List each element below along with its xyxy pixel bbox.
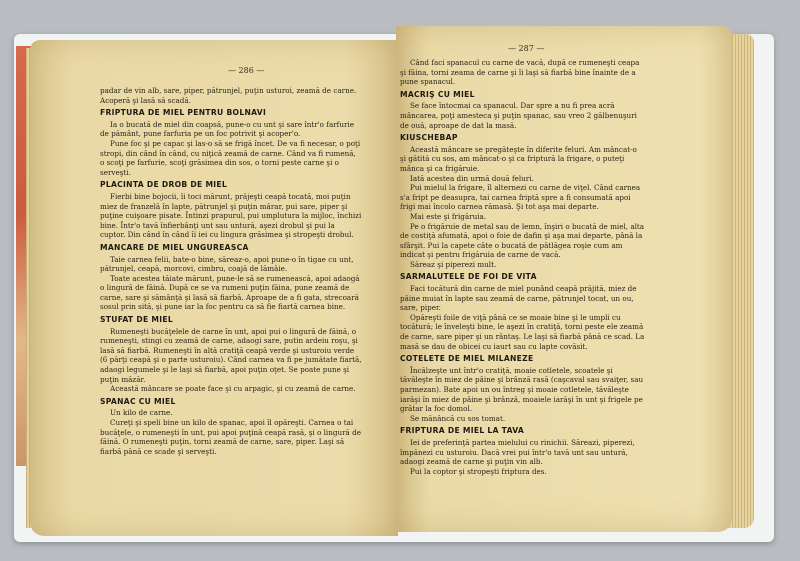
paragraph: Săreaz şi piperezi mult.: [410, 259, 497, 269]
paragraph: Pui la coptor şi stropeşti friptura des.: [410, 466, 547, 476]
paragraph: Se face întocmai ca spanacul. Dar spre a nu fi prea acră mâncarea, poţi amesteca şi puţin spanac, sau vreo 2 gălbenuşuri de ouă, aproape de dat la masă.: [400, 101, 637, 130]
paragraph: Se mănâncă cu sos tomat.: [410, 413, 506, 423]
paragraph: Când faci spanacul cu carne de vacă, după ce rumeneşti ceapa şi făina, torni zeama de carne şi îi laşi să fiarbă bine înainte de a pune spanacul.: [400, 58, 640, 87]
recipe-heading: KIUSCHEBAP: [400, 133, 458, 143]
paragraph: Faci tocătură din carne de miel punând ceapă prăjită, miez de pâine muiat în lapte sau zeamă de carne, pătrunjel tocat, un ou, sare, piper.: [400, 284, 637, 313]
paragraph: Pune foc şi pe capac şi las-o să se frigă încet. De va fi necesar, o poţi stropi, din când în când, cu niţică zeamă de carne. Când va fi rumenă, o scoţi pe farfurie, scoţi grăsimea din sos, o torni peste carne şi o serveşti.: [100, 138, 361, 177]
recipe-heading: MACRIŞ CU MIEL: [400, 89, 475, 99]
paragraph: Pe o frigăruie de metal sau de lemn, înşiri o bucată de miel, alta de costiţă afumată, apoi o foie de dafin şi aşa mai departe, până la sfârşit. Pui la capete câte o bucată de pâtlăgea roşie cum am indicat şi pentru frigăruia de carne de vacă.: [400, 221, 645, 260]
paragraph: Această mâncare se pregăteşte în diferite feluri. Am mâncat-o şi gătită cu sos, am mâncat-o şi ca friptură la frigare, o puteţi mânca şi ca frigăruie.: [400, 144, 637, 173]
paragraph: Toate acestea tăiate mărunt, pune-le să se rumenească, apoi adaogă o lingură de făină. După ce se va rumeni puţin făina, pune zeamă de carne, sare şi sămânţă şi lasă să fiarbă. Aproape de a fi gata, strecoară sosul prin sită, şi pune iar la foc pentru ca să fie fiartă carnea bine.: [100, 273, 360, 312]
recipe-heading: SPANAC CU MIEL: [100, 396, 176, 406]
paragraph: Rumeneşti bucăţelele de carne în unt, apoi pui o lingură de făină, o rumeneşti, stingi cu zeamă de carne, adaogi sare, putin ardeiu roşu, şi lasă să fiarbă. Rumeneşti în altă cratiţă ceapă verde şi usturoiu verde (6 părţi ceapă şi o parte usturoiu). Când carnea va fi pe jumătate fiartă, adaogi legumele şi le laşi să fiarbă, apoi puţin oţet. Se poate pune şi puţin măzăr.: [100, 326, 362, 384]
recipe-heading: COTELETE DE MIEL MILANEZE: [400, 354, 534, 364]
paragraph: Încălzeşte unt într'o cratiţă, moaie cotletele, scoatele şi tăvăleşte în miez de pâine şi brânză rasă (caşcaval sau svaiţer, sau parmezan). Bate apoi un ou întreg şi moaie cotletele, tăvăleşte iarăşi în miez de pâine şi brânză, moaiele iarăşi în unt şi frigele pe grătar la foc domol.: [400, 365, 644, 414]
paragraph: Ia o bucată de miel din coapsă, pune-o cu unt şi sare într'o farfurie de pământ, pune farfuria pe un foc potrivit şi acoper'o.: [100, 119, 354, 139]
paragraph: Opăreşti foile de viţă până ce se moaie bine şi le umpli cu tocătură; le înveleşti bine, le aşezi în cratiţă, torni peste ele zeamă de carne, sare piper şi un rântaş. Le laşi să fiarbă până ce scad. La masă se dau de obicei cu iaurt sau cu lapte covăsit.: [400, 312, 645, 351]
recipe-heading: SARMALUTELE DE FOI DE VITA: [400, 272, 537, 282]
recipe-heading: FRIPTURA DE MIEL LA TAVA: [400, 426, 525, 436]
recipe-heading: PLACINTA DE DROB DE MIEL: [100, 180, 228, 190]
right-page-text: [400, 58, 645, 476]
recipe-heading: MANCARE DE MIEL UNGUREASCA: [100, 242, 249, 252]
right-page-number: — 287 —: [508, 44, 545, 53]
paragraph: Iată acestea din urmă două feluri.: [410, 173, 534, 183]
paragraph: Pui mielul la frigare, îl alternezi cu carne de viţel. Când carnea s'a fript pe deasupra, tai carnea friptă spre a fi consumată apoi frigi mai încolo carnea rămasă. Şi tot aşa mai departe.: [400, 183, 641, 212]
left-page-number: — 286 —: [228, 66, 265, 75]
paragraph: Taie carnea felii, bate-o bine, săreaz-o, apoi pune-o în tigae cu unt, pătrunjel, ceapă, morcovi, cimbru, coajă de lămâie.: [100, 254, 354, 274]
paragraph: Mai este şi frigăruia.: [410, 211, 487, 221]
paragraph: Această mâncare se poate face şi cu arpagic, şi cu zeamă de carne.: [110, 384, 356, 394]
paragraph: Cureţi şi speli bine un kilo de spanac, apoi îl opăreşti. Carnea o tai bucăţele, o rumeneşti în unt, pui apoi puţină ceapă rasă, şi o lingură de făină. O rumeneşti puţin, torni zeamă de carne, sare, piper. Laşi să fiarbă până ce scade şi serveşti.: [100, 418, 361, 456]
recipe-heading: STUFAT DE MIEL: [100, 315, 173, 325]
paragraph: Iei de preferinţă partea mielului cu rinichii. Săreazi, piperezi, împănezi cu usturoiu. Dacă vrei pui într'o tavă unt sau untură, adaogi zeamă de carne şi puţin vin alb.: [400, 437, 635, 467]
paragraph: Fierbi bine bojocii, îi toci mărunt, prăjeşti ceapă tocată, moi puţin miez de franzelă în lapte, pătrunjel şi puţin mărar, pui sare, piper şi puţine cuişoare pisate. Întinzi prapurul, pui umplutura la mijloc, închizi bine. Într'o tavă înfierbânţi unt sau untură, aşezi drobul şi pui la cuptor. Din când în când îi iei cu lingura grăsimea şi stropeşti drobul.: [100, 191, 362, 240]
paragraph: padar de vin alb, sare, piper, pătrunjel, puţin usturoi, zeamă de carne. Acoperă şi lasă să scadă.: [100, 86, 357, 105]
recipe-heading: FRIPTURA DE MIEL PENTRU BOLNAVI: [100, 108, 267, 118]
paragraph: Un kilo de carne.: [110, 408, 173, 418]
